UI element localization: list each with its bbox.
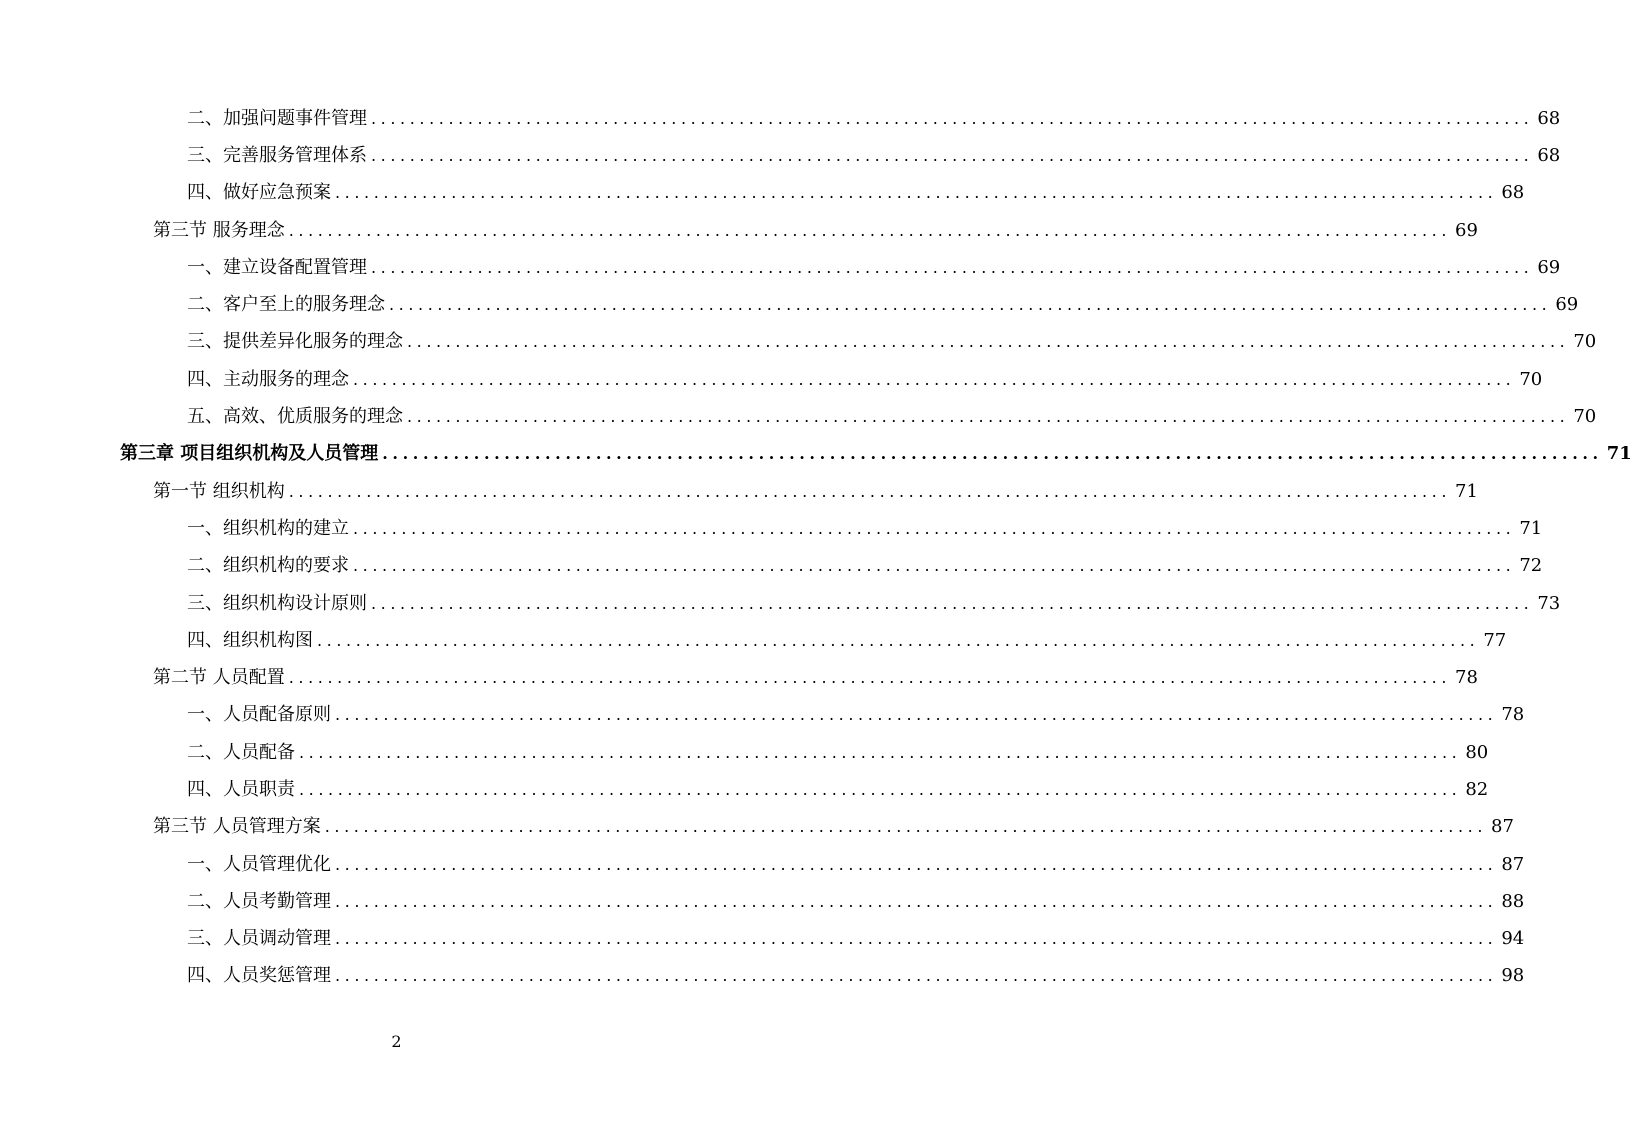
toc-entry-title: 四、人员职责 — [187, 778, 295, 800]
toc-entry-title: 二、加强问题事件管理 — [187, 107, 367, 129]
dot-leader: ........................................................................................................................ — [288, 481, 1452, 501]
dot-leader: ........................................................................................................................ — [407, 332, 1570, 352]
toc-subsection-entry[interactable] — [0, 249, 1561, 286]
toc-entry-page-number: 70 — [1573, 331, 1597, 353]
toc-entry-page-number: 78 — [1501, 704, 1525, 726]
toc-entry-page-number: 71 — [1519, 517, 1543, 539]
toc-entry-page-number: 98 — [1501, 965, 1525, 987]
toc-subsection-entry[interactable] — [0, 771, 1489, 808]
dot-leader: ........................................................................................................................ — [353, 369, 1516, 389]
dot-leader: ........................................................................................................................ — [288, 220, 1452, 240]
toc-section-entry[interactable] — [0, 212, 1478, 249]
dot-leader: ........................................................................................................................ — [335, 966, 1498, 986]
dot-leader: ........................................................................................................................ — [371, 257, 1534, 277]
toc-entry-title: 一、人员管理优化 — [187, 853, 331, 875]
toc-section-entry[interactable] — [0, 659, 1478, 696]
toc-entry-title: 二、客户至上的服务理念 — [187, 294, 385, 316]
dot-leader: ........................................................................................................................ — [371, 145, 1534, 165]
toc-subsection-entry[interactable] — [0, 510, 1543, 547]
toc-entry-page-number: 88 — [1501, 890, 1525, 912]
toc-entry-title: 四、人员奖惩管理 — [187, 965, 331, 987]
toc-entry-title: 五、高效、优质服务的理念 — [187, 406, 403, 428]
toc-entry-title: 一、建立设备配置管理 — [187, 256, 367, 278]
dot-leader: ........................................................................................................................ — [299, 779, 1462, 799]
toc-entry-title: 二、人员配备 — [187, 741, 295, 763]
dot-leader: ........................................................................................................................ — [371, 108, 1534, 128]
toc-entry-title: 第二节 人员配置 — [153, 667, 285, 689]
dot-leader: ........................................................................................................................ — [299, 742, 1462, 762]
dot-leader: ........................................................................................................................ — [353, 518, 1516, 538]
dot-leader: ........................................................................................................................ — [335, 891, 1498, 911]
toc-entry-title: 一、人员配备原则 — [187, 704, 331, 726]
toc-entry-page-number: 71 — [1455, 480, 1478, 502]
toc-entry-page-number: 70 — [1519, 368, 1543, 390]
toc-entry-title: 四、组织机构图 — [187, 629, 313, 651]
toc-entry-page-number: 71 — [1606, 443, 1632, 465]
toc-entry-title: 第三节 人员管理方案 — [153, 816, 321, 838]
toc-entry-page-number: 69 — [1455, 219, 1478, 241]
toc-entry-title: 一、组织机构的建立 — [187, 517, 349, 539]
toc-subsection-entry[interactable] — [0, 175, 1525, 212]
toc-subsection-entry[interactable] — [0, 324, 1597, 361]
toc-entry-page-number: 82 — [1465, 778, 1489, 800]
toc-entry-page-number: 87 — [1501, 853, 1525, 875]
toc-entry-page-number: 70 — [1573, 406, 1597, 428]
dot-leader: ........................................................................................................................ — [335, 705, 1498, 725]
toc-entry-page-number: 94 — [1501, 928, 1525, 950]
toc-subsection-entry[interactable] — [0, 100, 1561, 137]
toc-entry-page-number: 80 — [1465, 741, 1489, 763]
toc-entry-title: 二、人员考勤管理 — [187, 890, 331, 912]
toc-entry-title: 第三章 项目组织机构及人员管理 — [120, 443, 379, 465]
toc-entry-page-number: 72 — [1519, 555, 1543, 577]
toc-entry-title: 三、完善服务管理体系 — [187, 144, 367, 166]
toc-subsection-entry[interactable] — [0, 883, 1525, 920]
toc-entry-title: 四、做好应急预案 — [187, 182, 331, 204]
toc-subsection-entry[interactable] — [0, 846, 1525, 883]
page-number: 2 — [391, 1032, 402, 1051]
dot-leader: ........................................................................................................................ — [407, 407, 1570, 427]
toc-section-entry[interactable] — [0, 473, 1478, 510]
toc-entry-title: 三、组织机构设计原则 — [187, 592, 367, 614]
toc-subsection-entry[interactable] — [0, 398, 1597, 435]
dot-leader: ........................................................................................................................ — [288, 668, 1452, 688]
toc-subsection-entry[interactable] — [0, 734, 1489, 771]
dot-leader: ........................................................................................................................ — [335, 929, 1498, 949]
toc-subsection-entry[interactable] — [0, 585, 1561, 622]
table-of-contents — [0, 100, 1632, 995]
toc-entry-page-number: 69 — [1555, 294, 1579, 316]
dot-leader: ........................................................................................................................ — [371, 593, 1534, 613]
toc-entry-page-number: 68 — [1501, 182, 1525, 204]
toc-subsection-entry[interactable] — [0, 361, 1543, 398]
dot-leader: ........................................................................................................................ — [324, 817, 1488, 837]
toc-entry-title: 第一节 组织机构 — [153, 480, 285, 502]
toc-entry-page-number: 68 — [1537, 107, 1561, 129]
toc-subsection-entry[interactable] — [0, 286, 1579, 323]
toc-subsection-entry[interactable] — [0, 958, 1525, 995]
toc-entry-page-number: 69 — [1537, 256, 1561, 278]
toc-subsection-entry[interactable] — [0, 137, 1561, 174]
toc-entry-title: 二、组织机构的要求 — [187, 555, 349, 577]
toc-subsection-entry[interactable] — [0, 921, 1525, 958]
toc-entry-page-number: 87 — [1491, 816, 1514, 838]
dot-leader: ........................................................................................................................ — [353, 556, 1516, 576]
toc-entry-page-number: 68 — [1537, 144, 1561, 166]
toc-subsection-entry[interactable] — [0, 622, 1507, 659]
toc-entry-title: 四、主动服务的理念 — [187, 368, 349, 390]
toc-entry-page-number: 73 — [1537, 592, 1561, 614]
dot-leader: ........................................................................................................................ — [335, 854, 1498, 874]
toc-section-entry[interactable] — [0, 809, 1514, 846]
toc-entry-title: 第三节 服务理念 — [153, 219, 285, 241]
dot-leader: ........................................................................................................................ — [382, 444, 1603, 464]
dot-leader: ........................................................................................................................ — [389, 295, 1552, 315]
dot-leader: ........................................................................................................................ — [335, 183, 1498, 203]
toc-entry-title: 三、提供差异化服务的理念 — [187, 331, 403, 353]
toc-entry-page-number: 77 — [1483, 629, 1507, 651]
dot-leader: ........................................................................................................................ — [317, 630, 1480, 650]
toc-chapter-entry[interactable] — [0, 436, 1632, 473]
toc-entry-title: 三、人员调动管理 — [187, 928, 331, 950]
toc-subsection-entry[interactable] — [0, 697, 1525, 734]
toc-entry-page-number: 78 — [1455, 667, 1478, 689]
toc-subsection-entry[interactable] — [0, 548, 1543, 585]
